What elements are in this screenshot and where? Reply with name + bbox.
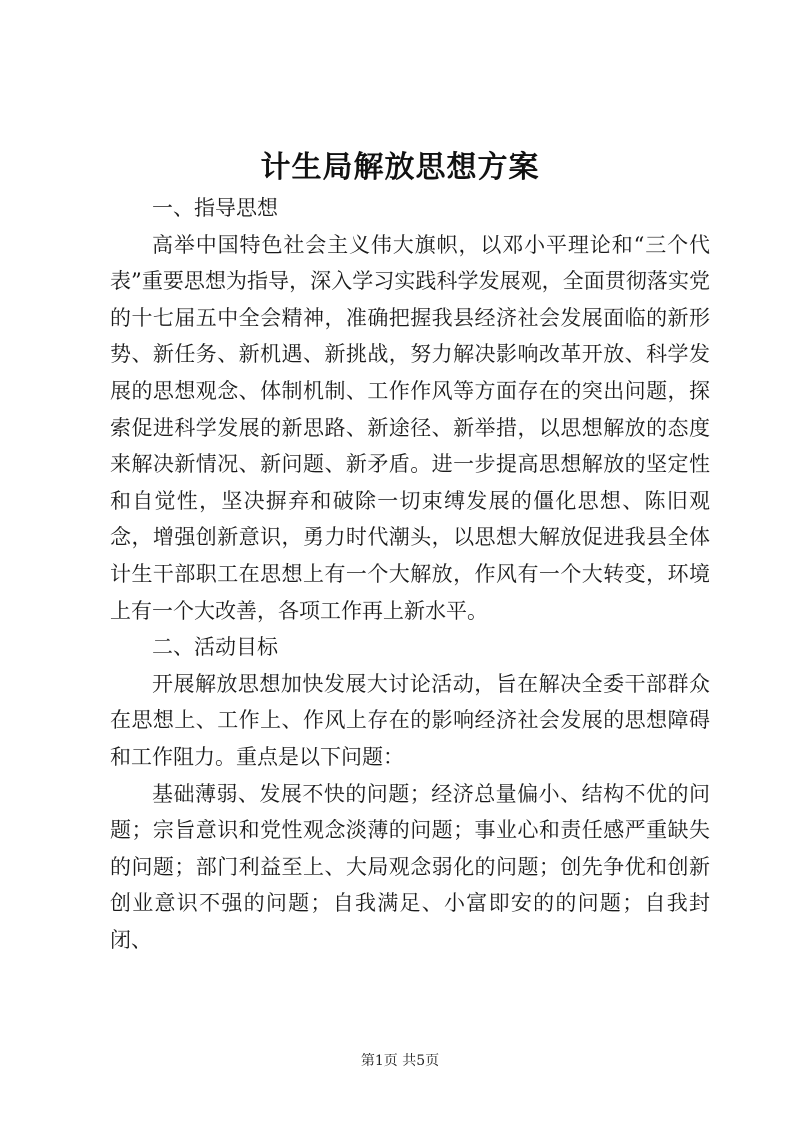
paragraph-activity-goals: 开展解放思想加快发展大讨论活动，旨在解决全委干部群众在思想上、工作上、作风上存在的影响经济社会发展的思想障碍和工作阻力。重点是以下问题： <box>110 671 710 769</box>
paragraph-guiding-ideology: 高举中国特色社会主义伟大旗帜，以邓小平理论和“三个代表”重要思想为指导，深入学习实践科学发展观，全面贯彻落实党的十七届五中全会精神，准确把握我县经济社会发展面临的新形势、新任务、新机遇、新挑战，努力解决影响改革开放、科学发展的思想观念、体制机制、工作作风等方面存在的突出问题，探索促进科学发展的新思路、新途径、新举措，以思想解放的态度来解决新情况、新问题、新矛盾。进一步提高思想解放的坚定性和自觉性，坚决摒弃和破除一切束缚发展的僵化思想、陈旧观念，增强创新意识，勇力时代潮头，以思想大解放促进我县全体计生干部职工在思想上有一个大解放，作风有一个大转变，环境上有一个大改善，各项工作再上新水平。 <box>110 232 710 623</box>
section-heading-activity-goals: 二、活动目标 <box>152 635 278 660</box>
document-title: 计生局解放思想方案 <box>260 150 540 185</box>
document-body <box>110 190 710 958</box>
page-footer: 第1页 共5页 <box>360 1053 440 1069</box>
section-heading-guiding-ideology: 一、指导思想 <box>152 196 278 220</box>
paragraph-problem-list: 基础薄弱、发展不快的问题；经济总量偏小、结构不优的问题；宗旨意识和党性观念淡薄的问题；事业心和责任感严重缺失的问题；部门利益至上、大局观念弱化的问题；创先争优和创新创业意识不强的问题；自我满足、小富即安的的问题；自我封闭、 <box>110 781 710 952</box>
